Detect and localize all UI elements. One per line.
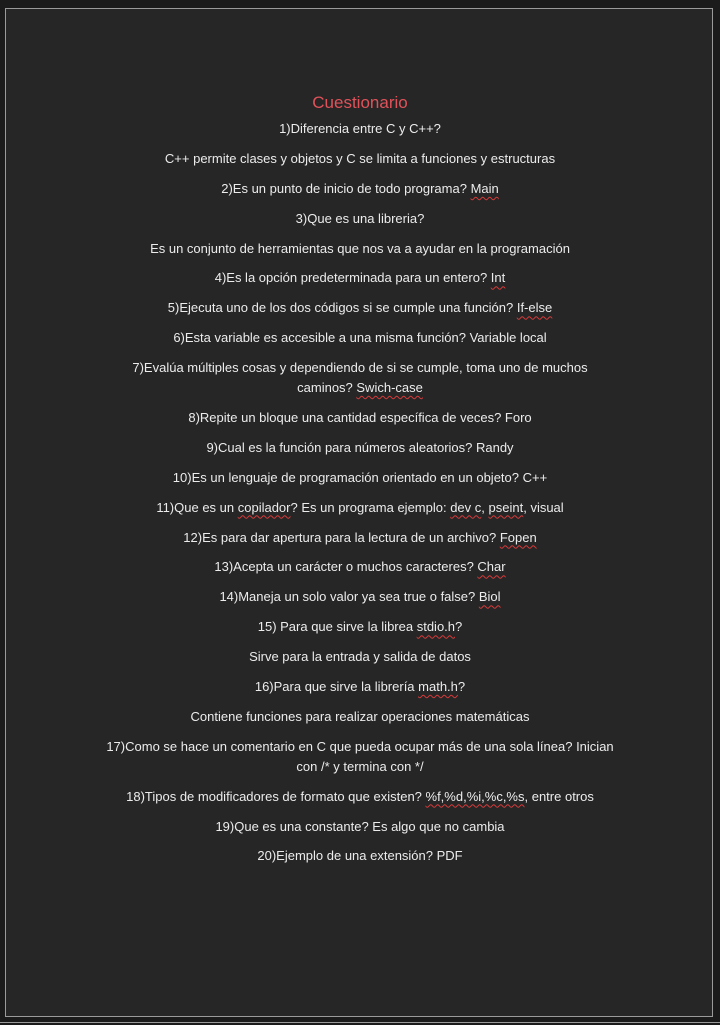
spellcheck-word: Main (470, 180, 499, 196)
question-12 (6, 528, 714, 548)
question-3: 3)Que es una libreria? (295, 210, 425, 226)
question-text: ? (457, 679, 466, 695)
question-17: 17)Como se hace un comentario en C que pueda ocupar más de una sola línea? Inician con /* y termina con */ (106, 738, 614, 774)
question-text: 5)Ejecuta uno de los dos códigos si se cumple una función? (167, 300, 517, 316)
question-text: 13)Acepta un carácter o muchos caracteres? (214, 559, 478, 575)
answer-1: C++ permite clases y objetos y C se limita a funciones y estructuras (164, 150, 556, 166)
question-15 (6, 617, 714, 637)
question-text: 11)Que es un (156, 499, 238, 515)
question-text: 18)Tipos de modificadores de formato que existen? (126, 788, 426, 804)
answer-3: Es un conjunto de herramientas que nos va a ayudar en la programación (150, 240, 570, 256)
answer-15: Sirve para la entrada y salida de datos (249, 649, 471, 665)
question-text: , visual (523, 499, 564, 515)
spellcheck-word: dev c (450, 499, 482, 515)
spellcheck-word: If-else (516, 300, 553, 316)
question-20: 20)Ejemplo de una extensión? PDF (257, 848, 463, 864)
spellcheck-word: copilador (237, 499, 291, 515)
question-text: , (481, 499, 489, 515)
question-9: 9)Cual es la función para números aleatorios? Randy (206, 439, 514, 455)
question-text: ? (455, 619, 463, 635)
question-2 (6, 179, 714, 199)
spellcheck-word: %f,%d,%i,%c,%s (425, 788, 525, 804)
question-text: 15) Para que sirve la librea (257, 619, 417, 635)
spellcheck-word: stdio.h (416, 619, 456, 635)
question-text: 2)Es un punto de inicio de todo programa? (221, 180, 471, 196)
spellcheck-word: math.h (418, 679, 458, 695)
question-10: 10)Es un lenguaje de programación orientado en un objeto? C++ (172, 469, 548, 485)
spellcheck-word: Fopen (499, 529, 537, 545)
question-13 (6, 557, 714, 577)
document-body (6, 93, 714, 876)
question-text: 4)Es la opción predeterminada para un entero? (214, 270, 491, 286)
question-4 (6, 268, 714, 288)
question-8: 8)Repite un bloque una cantidad específica de veces? Foro (188, 410, 532, 426)
spellcheck-word: Swich-case (356, 380, 423, 396)
question-14 (6, 587, 714, 607)
question-5 (6, 298, 714, 318)
question-7 (6, 358, 714, 398)
question-text: ? Es un programa ejemplo: (290, 499, 451, 515)
spellcheck-word: Int (490, 270, 506, 286)
answer-16: Contiene funciones para realizar operaciones matemáticas (190, 708, 530, 724)
question-1: 1)Diferencia entre C y C++? (279, 121, 441, 136)
question-18 (6, 787, 714, 807)
spellcheck-word: pseint (488, 499, 524, 515)
question-text: 12)Es para dar apertura para la lectura de un archivo? (183, 529, 500, 545)
question-16 (6, 677, 714, 697)
document-title: Cuestionario (312, 93, 408, 112)
question-text: 7)Evalúa múltiples cosas y dependiendo de si se cumple, toma uno de muchos caminos? (132, 360, 588, 396)
question-text: 14)Maneja un solo valor ya sea true o false? (219, 589, 479, 605)
question-text: 16)Para que sirve la librería (254, 679, 419, 695)
question-text: , entre otros (524, 788, 594, 804)
question-11 (6, 498, 714, 518)
spellcheck-word: Biol (478, 589, 501, 605)
spellcheck-word: Char (477, 559, 506, 575)
question-6: 6)Esta variable es accesible a una misma función? Variable local (173, 330, 547, 346)
question-19: 19)Que es una constante? Es algo que no cambia (215, 818, 505, 834)
document-page (5, 8, 713, 1017)
page-divider (0, 1022, 720, 1023)
